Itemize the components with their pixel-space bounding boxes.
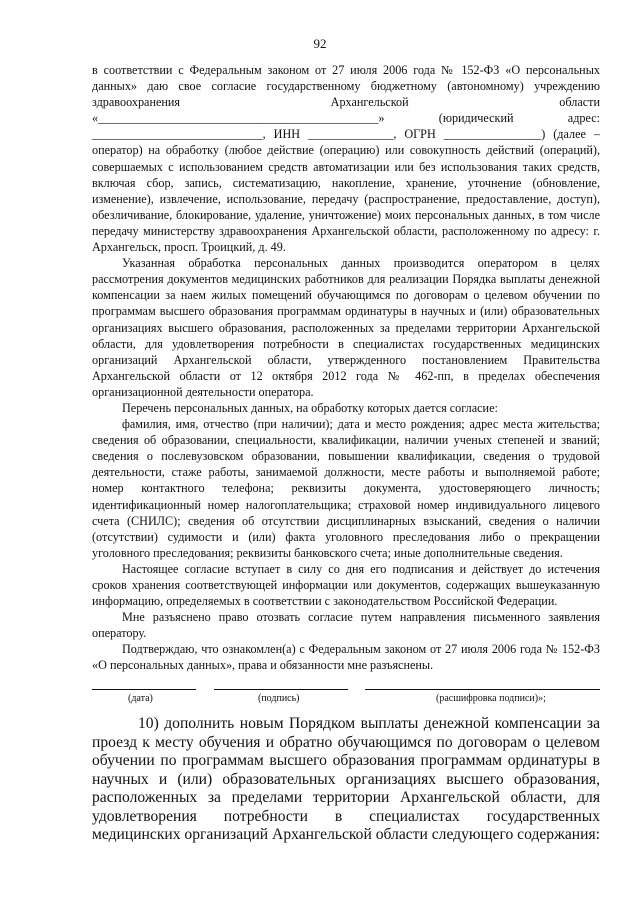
name-decoding-caption: (расшифровка подписи)»; xyxy=(436,693,546,704)
consent-paragraph-intro: в соответствии с Федеральным законом от 27 июля 2006 года № 152-ФЗ «О персональных данных» даю свое согласие государственному бюджетному (автономному) учреждению здравоохранения Архангельской области «______________________________________________» (юридический адрес: ____________________________, ИНН ______________, ОГРН ________________) (далее – оператор) на обработку (любое действие (операцию) или совокупность действий (операций), совершаемых с использованием средств автоматизации или без использования таких средств, включая сбор, запись, систематизацию, накопление, хранение, уточнение (обновление, изменение), извлечение, использование, передачу (распространение, предоставление, доступ), обезличивание, блокирование, удаление, уничтожение) моих персональных данных, в том числе передачу министерству здравоохранения Архангельской области, расположенному по адресу: г. Архангельск, просп. Троицкий, д. 49. xyxy=(92,63,600,255)
consent-paragraph-data-list: фамилия, имя, отчество (при наличии); дата и место рождения; адрес места жительства; сведения об образовании, специальности, квалификации, наличии ученых степеней и званий; сведения о послевузовском образовании, повышении квалификации, сведения о трудовой деятельности, стаже работы, занимаемой должности, месте работы и выполняемой работе; номер контактного телефона; реквизиты документа, удостоверяющего личность; идентификационный номер налогоплательщика; страховой номер индивидуального лицевого счета (СНИЛС); сведения об отсутствии дисциплинарных взысканий, сведения о наличии (отсутствии) судимости и (или) факта уголовного преследования либо о прекращении уголовного преследования; реквизиты банковского счета; иные дополнительные сведения. xyxy=(92,417,600,560)
consent-paragraph-validity: Настоящее согласие вступает в силу со дня его подписания и действует до истечения сроков хранения соответствующей информации или документов, содержащих вышеуказанную информацию, определяемых в соответствии с законодательством Российской Федерации. xyxy=(92,561,600,609)
consent-text-block xyxy=(92,62,600,674)
signature-line xyxy=(214,689,348,690)
date-signature-line xyxy=(92,689,196,690)
date-caption: (дата) xyxy=(128,693,153,704)
consent-paragraph-revoke: Мне разъяснено право отозвать согласие путем направления письменного заявления оператору. xyxy=(92,610,600,641)
name-decoding-line xyxy=(365,689,600,690)
item-10-block xyxy=(92,715,600,845)
consent-paragraph-confirm: Подтверждаю, что ознакомлен(а) с Федеральным законом от 27 июля 2006 года № 152-ФЗ «О персональных данных», права и обязанности мне разъяснены. xyxy=(92,642,600,673)
page-number: 92 xyxy=(313,36,327,51)
consent-paragraph-list-title: Перечень персональных данных, на обработку которых дается согласие: xyxy=(122,400,498,415)
consent-paragraph-purpose: Указанная обработка персональных данных производится оператором в целях рассмотрения документов медицинских работников для реализации Порядка выплаты денежной компенсации за наем жилых помещений обучающимся по договорам о целевом обучении по программам высшего образования программам ординатуры в научных и (или) образовательных организациях высшего образования, расположенных за пределами территории Архангельской области, для удовлетворения потребности в специалистах государственных медицинских организаций Архангельской области, утвержденного постановлением Правительства Архангельской области от 12 октября 2012 года № 462-пп, в пределах обеспечения организационной деятельности оператора. xyxy=(92,256,600,399)
signature-caption: (подпись) xyxy=(258,693,300,704)
item-10-paragraph: 10) дополнить новым Порядком выплаты денежной компенсации за проезд к месту обучения и обратно обучающимся по договорам о целевом обучении по программам высшего образования программам ординатуры в научных и (или) образовательных организациях высшего образования, расположенных за пределами территории Архангельской области, для удовлетворения потребности в специалистах государственных медицинских организаций Архангельской области следующего содержания: xyxy=(92,715,600,843)
